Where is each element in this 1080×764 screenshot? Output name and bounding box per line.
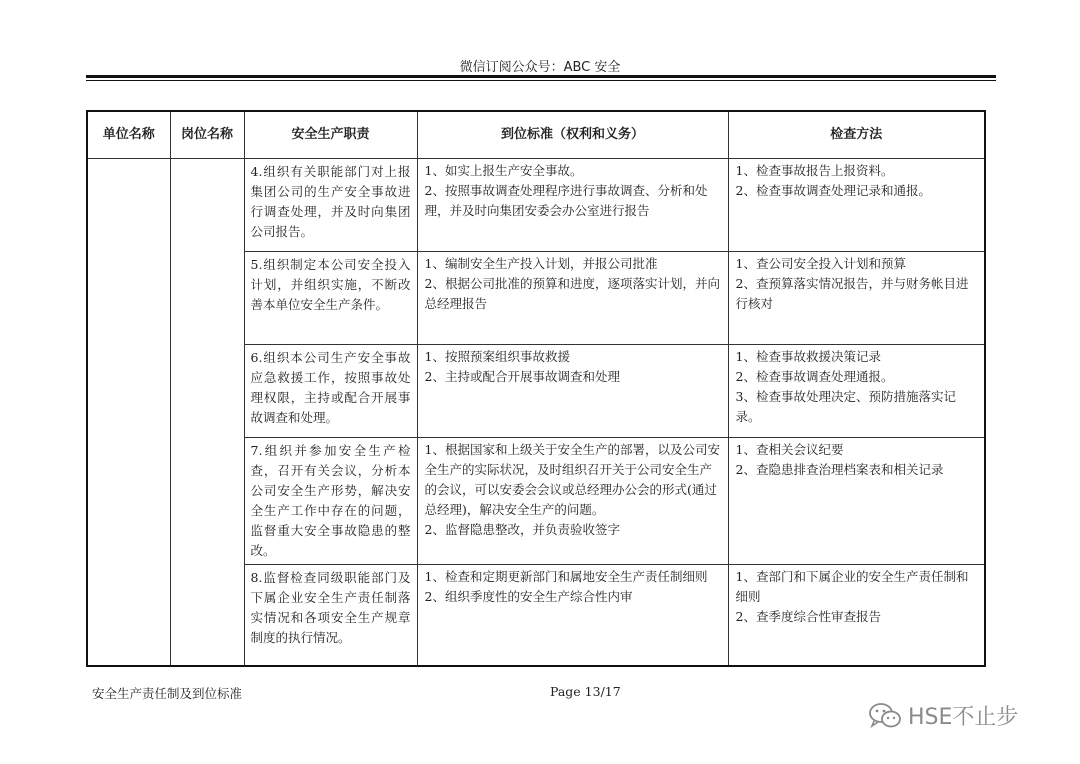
- standard-cell: [417, 252, 728, 345]
- check-line: 1、查部门和下属企业的安全生产责任制和细则: [735, 569, 969, 604]
- check-cell: [728, 159, 985, 252]
- col-header-standard: 到位标准（权利和义务）: [417, 111, 728, 159]
- check-cell: [728, 345, 985, 438]
- check-line: 2、检查事故调查处理记录和通报。: [735, 183, 931, 198]
- standard-line: 2、组织季度性的安全生产综合性内审: [424, 589, 633, 604]
- check-cell: [728, 565, 985, 667]
- footer-page-number: Page 13/17: [550, 684, 621, 699]
- check-line: 1、查公司安全投入计划和预算: [735, 256, 906, 271]
- col-header-check: 检查方法: [728, 111, 985, 159]
- standard-line: 2、根据公司批准的预算和进度，逐项落实计划，并向总经理报告: [424, 276, 720, 311]
- standard-line: 1、按照预案组织事故救援: [424, 349, 570, 364]
- duty-cell: 8.监督检查同级职能部门及下属企业安全生产责任制落实情况和各项安全生产规章制度的执行情况。: [244, 565, 417, 667]
- check-cell: [728, 252, 985, 345]
- check-line: 2、查季度综合性审查报告: [735, 609, 881, 624]
- watermark-text: HSE不止步: [908, 705, 1019, 730]
- check-line: 2、查预算落实情况报告，并与财务帐目进行核对: [735, 276, 969, 311]
- unit-cell: [87, 159, 170, 667]
- col-header-duty: 安全生产职责: [244, 111, 417, 159]
- standard-cell: [417, 565, 728, 667]
- duty-cell: 6.组织本公司生产安全事故应急救援工作，按照事故处理权限，主持或配合开展事故调查和处理。: [244, 345, 417, 438]
- check-line: 3、检查事故处理决定、预防措施落实记录。: [735, 389, 956, 424]
- standard-line: 1、编制安全生产投入计划，并报公司批准: [424, 256, 658, 271]
- standard-line: 1、检查和定期更新部门和属地安全生产责任制细则: [424, 569, 708, 584]
- check-line: 2、检查事故调查处理通报。: [735, 369, 894, 384]
- check-line: 1、检查事故报告上报资料。: [735, 163, 894, 178]
- standard-cell: [417, 438, 728, 565]
- table-header-row: [87, 111, 985, 159]
- page-header-title: 微信订阅公众号：ABC 安全: [459, 60, 621, 75]
- standard-line: 2、主持或配合开展事故调查和处理: [424, 369, 620, 384]
- header-rule-thick: [86, 75, 996, 78]
- duty-cell: 4.组织有关职能部门对上报集团公司的生产安全事故进行调查处理，并及时向集团公司报告。: [244, 159, 417, 252]
- responsibility-table: [86, 110, 986, 667]
- duty-cell: 5.组织制定本公司安全投入计划，并组织实施，不断改善本单位安全生产条件。: [244, 252, 417, 345]
- table-row: [87, 159, 985, 252]
- watermark: [868, 700, 1018, 731]
- check-cell: [728, 438, 985, 565]
- standard-line: 2、按照事故调查处理程序进行事故调查、分析和处理，并及时向集团安委会办公室进行报告: [424, 183, 708, 218]
- col-header-unit: 单位名称: [87, 111, 170, 159]
- standard-line: 1、根据国家和上级关于安全生产的部署，以及公司安全生产的实际状况，及时组织召开关于公司安全生产的会议，可以安委会会议或总经理办公会的形式(通过总经理)，解决安全生产的问题。: [424, 442, 720, 517]
- wechat-icon: [868, 702, 902, 730]
- header-rule-thin: [86, 80, 996, 81]
- check-line: 1、检查事故救援决策记录: [735, 349, 881, 364]
- standard-cell: [417, 345, 728, 438]
- check-line: 2、查隐患排查治理档案表和相关记录: [735, 462, 944, 477]
- position-cell: [170, 159, 244, 667]
- col-header-position: 岗位名称: [170, 111, 244, 159]
- standard-line: 2、监督隐患整改，并负责验收签字: [424, 522, 620, 537]
- standard-cell: [417, 159, 728, 252]
- duty-cell: 7.组织并参加安全生产检查，召开有关会议，分析本公司安全生产形势，解决安全生产工作中存在的问题，监督重大安全事故隐患的整改。: [244, 438, 417, 565]
- footer-doc-title: 安全生产责任制及到位标准: [92, 686, 243, 701]
- check-line: 1、查相关会议纪要: [735, 442, 844, 457]
- standard-line: 1、如实上报生产安全事故。: [424, 163, 583, 178]
